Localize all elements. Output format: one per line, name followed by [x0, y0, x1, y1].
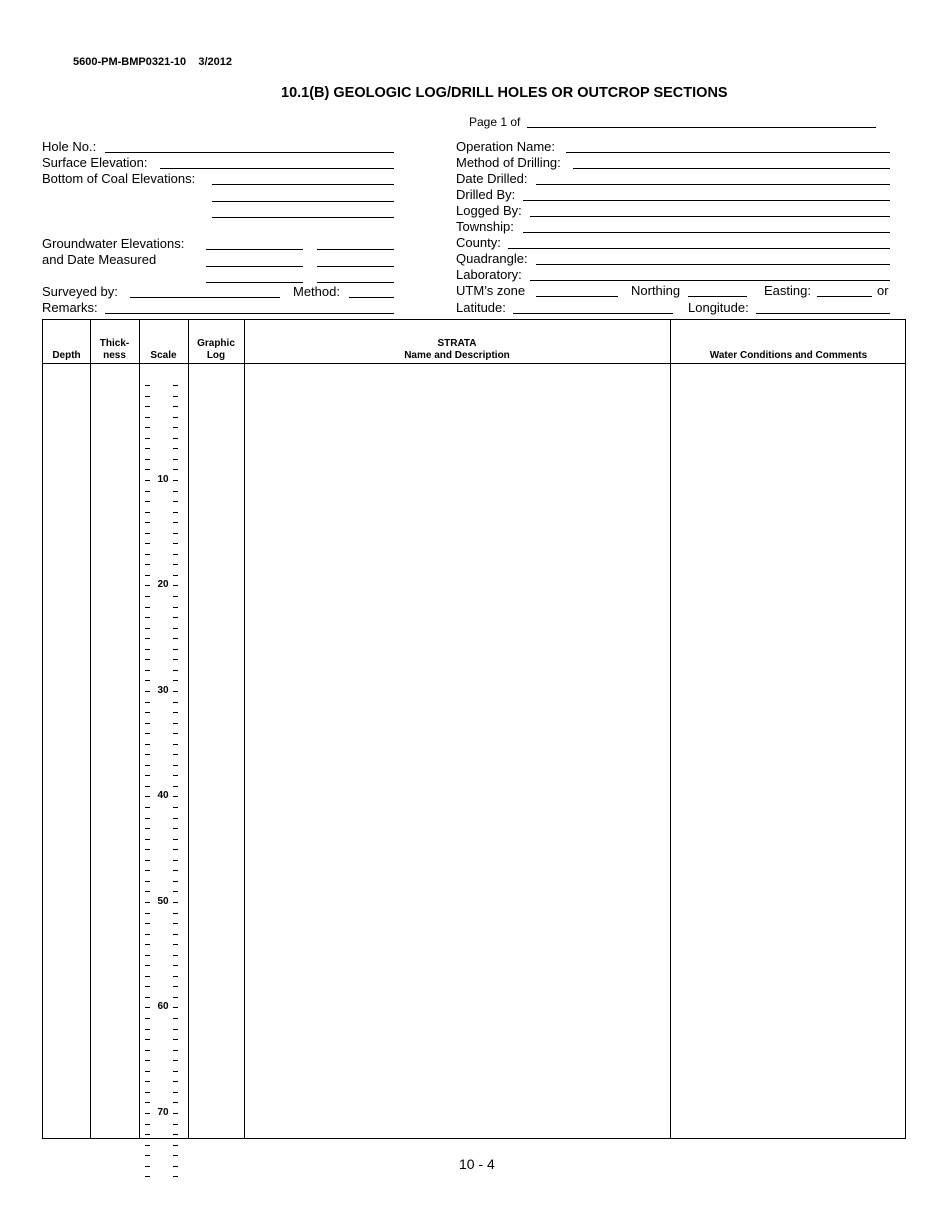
scale-tick: [145, 796, 150, 797]
scale-tick: [173, 659, 178, 660]
scale-tick: [173, 702, 178, 703]
scale-tick: [173, 406, 178, 407]
scale-tick: [145, 1050, 150, 1051]
scale-tick: [173, 1134, 178, 1135]
column-divider: [139, 320, 140, 1138]
scale-tick: [145, 913, 150, 914]
scale-tick: [173, 807, 178, 808]
groundwater-elev-3[interactable]: [206, 282, 303, 283]
scale-tick: [173, 913, 178, 914]
quadrangle-field[interactable]: [536, 264, 890, 265]
col-thickness-line2: ness: [103, 350, 126, 361]
scale-tick: [145, 702, 150, 703]
page-total-field[interactable]: [527, 127, 876, 128]
township-label: Township:: [456, 219, 514, 234]
scale-tick: [145, 765, 150, 766]
scale-tick: [173, 955, 178, 956]
utm-zone-field[interactable]: [536, 296, 618, 297]
scale-tick: [145, 417, 150, 418]
scale-tick: [173, 480, 178, 481]
scale-label-20: 20: [153, 579, 173, 590]
scale-tick: [145, 1018, 150, 1019]
method-drilling-field[interactable]: [573, 168, 890, 169]
scale-tick: [145, 1155, 150, 1156]
scale-tick: [145, 849, 150, 850]
col-thickness-header: [90, 338, 139, 362]
scale-tick: [145, 512, 150, 513]
date-drilled-field[interactable]: [536, 184, 890, 185]
hole-no-field[interactable]: [105, 152, 394, 153]
scale-tick: [173, 997, 178, 998]
scale-tick: [145, 1124, 150, 1125]
utm-zone-label: UTM’s zone: [456, 283, 526, 298]
bottom-coal-field-2[interactable]: [212, 201, 394, 202]
scale-tick: [173, 649, 178, 650]
scale-tick: [145, 891, 150, 892]
date-measured-label: and Date Measured: [42, 252, 157, 267]
col-graphic-line1: Graphic: [197, 338, 235, 349]
page-number: 10 - 4: [459, 1156, 495, 1172]
scale-tick: [145, 839, 150, 840]
scale-tick: [173, 754, 178, 755]
county-field[interactable]: [508, 248, 890, 249]
scale-tick: [145, 723, 150, 724]
col-strata-line2: Name and Description: [404, 350, 510, 361]
scale-tick: [145, 522, 150, 523]
groundwater-date-2[interactable]: [317, 266, 394, 267]
scale-tick: [145, 712, 150, 713]
scale-tick: [173, 944, 178, 945]
scale-tick: [173, 638, 178, 639]
remarks-label: Remarks:: [42, 300, 98, 315]
scale-tick: [145, 944, 150, 945]
method-field[interactable]: [349, 297, 394, 298]
scale-tick: [173, 459, 178, 460]
scale-tick: [173, 1124, 178, 1125]
scale-tick: [145, 733, 150, 734]
form-code-number: 5600-PM-BMP0321-10: [73, 56, 187, 68]
method-drilling-label: Method of Drilling:: [456, 155, 561, 170]
scale-tick: [145, 427, 150, 428]
scale-label-10: 10: [153, 474, 173, 485]
longitude-label: Longitude:: [688, 300, 749, 315]
column-divider: [188, 320, 189, 1138]
scale-tick: [145, 828, 150, 829]
method-label: Method:: [293, 284, 340, 299]
scale-tick: [145, 649, 150, 650]
col-scale-header: Scale: [150, 350, 177, 361]
scale-label-60: 60: [153, 1001, 173, 1012]
scale-tick: [145, 807, 150, 808]
scale-tick: [145, 1071, 150, 1072]
scale-tick: [173, 564, 178, 565]
scale-tick: [173, 723, 178, 724]
scale-tick: [145, 1092, 150, 1093]
quadrangle-label: Quadrangle:: [456, 251, 528, 266]
scale-tick: [145, 691, 150, 692]
scale-tick: [145, 491, 150, 492]
scale-tick: [145, 406, 150, 407]
scale-tick: [145, 1145, 150, 1146]
scale-tick: [173, 1155, 178, 1156]
township-field[interactable]: [523, 232, 890, 233]
scale-tick: [173, 796, 178, 797]
scale-tick: [173, 775, 178, 776]
scale-tick: [173, 891, 178, 892]
operation-name-field[interactable]: [566, 152, 890, 153]
laboratory-label: Laboratory:: [456, 267, 522, 282]
operation-name-label: Operation Name:: [456, 139, 555, 154]
scale-tick: [173, 1071, 178, 1072]
county-label: County:: [456, 235, 501, 250]
scale-tick: [173, 1029, 178, 1030]
scale-tick: [173, 923, 178, 924]
logged-by-label: Logged By:: [456, 203, 522, 218]
scale-tick: [145, 501, 150, 502]
form-code: [73, 56, 232, 68]
groundwater-date-1[interactable]: [317, 249, 394, 250]
scale-tick: [145, 786, 150, 787]
scale-tick: [173, 1102, 178, 1103]
scale-label-30: 30: [153, 685, 173, 696]
bottom-coal-label: Bottom of Coal Elevations:: [42, 171, 196, 186]
date-drilled-label: Date Drilled:: [456, 171, 528, 186]
geologic-log-table: [42, 319, 906, 1139]
scale-tick: [173, 607, 178, 608]
page-label: Page 1 of: [469, 115, 521, 129]
scale-tick: [145, 934, 150, 935]
scale-tick: [145, 775, 150, 776]
scale-tick: [145, 1176, 150, 1177]
scale-tick: [145, 986, 150, 987]
scale-tick: [173, 1018, 178, 1019]
col-water-header: Water Conditions and Comments: [709, 350, 868, 361]
easting-field[interactable]: [817, 296, 872, 297]
scale-tick: [173, 617, 178, 618]
scale-tick: [173, 670, 178, 671]
scale-tick: [145, 448, 150, 449]
scale-tick: [173, 712, 178, 713]
groundwater-elev-1[interactable]: [206, 249, 303, 250]
surface-elevation-label: Surface Elevation:: [42, 155, 148, 170]
bottom-coal-field-3[interactable]: [212, 217, 394, 218]
scale-tick: [173, 543, 178, 544]
col-strata-line1: STRATA: [437, 338, 477, 349]
scale-tick: [145, 607, 150, 608]
scale-tick: [145, 670, 150, 671]
scale-tick: [173, 860, 178, 861]
easting-label: Easting:: [764, 283, 811, 298]
column-divider: [670, 320, 671, 1138]
scale-tick: [145, 617, 150, 618]
col-thickness-line1: Thick-: [99, 338, 130, 349]
scale-tick: [145, 881, 150, 882]
surface-elevation-field[interactable]: [160, 168, 394, 169]
scale-tick: [145, 1060, 150, 1061]
scale-label-40: 40: [153, 790, 173, 801]
header-divider: [43, 363, 905, 364]
scale-tick: [173, 1113, 178, 1114]
scale-tick: [173, 628, 178, 629]
scale-tick: [145, 923, 150, 924]
form-date: 3/2012: [198, 56, 233, 68]
scale-label-50: 50: [153, 896, 173, 907]
drilled-by-label: Drilled By:: [456, 187, 516, 202]
scale-tick: [145, 818, 150, 819]
scale-tick: [145, 596, 150, 597]
col-depth-header: Depth: [52, 350, 81, 361]
northing-label: Northing: [631, 283, 681, 298]
groundwater-label: Groundwater Elevations:: [42, 236, 185, 251]
longitude-field[interactable]: [756, 313, 890, 314]
northing-field[interactable]: [688, 296, 747, 297]
scale-tick: [173, 902, 178, 903]
remarks-field[interactable]: [105, 313, 394, 314]
groundwater-date-3[interactable]: [317, 282, 394, 283]
surveyed-by-label: Surveyed by:: [42, 284, 118, 299]
scale-tick: [145, 585, 150, 586]
scale-tick: [173, 849, 178, 850]
scale-tick: [145, 459, 150, 460]
scale-tick: [173, 870, 178, 871]
scale-tick: [173, 965, 178, 966]
logged-by-field[interactable]: [530, 216, 890, 217]
scale-tick: [173, 744, 178, 745]
scale-tick: [145, 396, 150, 397]
scale-tick: [173, 575, 178, 576]
scale-tick: [145, 1007, 150, 1008]
column-divider: [244, 320, 245, 1138]
scale-tick: [173, 491, 178, 492]
hole-no-label: Hole No.:: [42, 139, 97, 154]
scale-tick: [173, 733, 178, 734]
bottom-coal-field-1[interactable]: [212, 184, 394, 185]
scale-tick: [173, 976, 178, 977]
scale-tick: [173, 501, 178, 502]
col-graphic-line2: Log: [206, 350, 226, 361]
scale-tick: [145, 1113, 150, 1114]
scale-tick: [173, 934, 178, 935]
scale-tick: [145, 860, 150, 861]
scale-tick: [145, 438, 150, 439]
scale-tick: [145, 744, 150, 745]
scale-tick: [145, 1039, 150, 1040]
laboratory-field[interactable]: [530, 280, 890, 281]
scale-tick: [145, 680, 150, 681]
scale-tick: [173, 448, 178, 449]
surveyed-by-field[interactable]: [130, 297, 280, 298]
scale-tick: [145, 1134, 150, 1135]
scale-tick: [145, 1102, 150, 1103]
scale-tick: [145, 628, 150, 629]
scale-tick: [173, 417, 178, 418]
scale-tick: [145, 1029, 150, 1030]
latitude-label: Latitude:: [456, 300, 506, 315]
scale-tick: [145, 976, 150, 977]
scale-tick: [173, 986, 178, 987]
scale-tick: [145, 638, 150, 639]
scale-tick: [173, 881, 178, 882]
scale-tick: [173, 818, 178, 819]
scale-tick: [173, 1166, 178, 1167]
scale-tick: [145, 554, 150, 555]
scale-tick: [173, 533, 178, 534]
scale-tick: [145, 659, 150, 660]
scale-tick: [173, 1092, 178, 1093]
scale-tick: [145, 533, 150, 534]
page-title: 10.1(B) GEOLOGIC LOG/DRILL HOLES OR OUTCROP SECTIONS: [281, 85, 728, 101]
scale-tick: [173, 680, 178, 681]
scale-tick: [173, 427, 178, 428]
scale-tick: [173, 786, 178, 787]
scale-tick: [173, 396, 178, 397]
scale-label-70: 70: [153, 1107, 173, 1118]
scale-tick: [145, 902, 150, 903]
groundwater-elev-2[interactable]: [206, 266, 303, 267]
latitude-field[interactable]: [513, 313, 673, 314]
scale-tick: [145, 965, 150, 966]
scale-tick: [173, 1007, 178, 1008]
scale-tick: [145, 469, 150, 470]
scale-tick: [173, 438, 178, 439]
scale-tick: [145, 575, 150, 576]
scale-tick: [173, 1050, 178, 1051]
scale-tick: [173, 1060, 178, 1061]
scale-tick: [173, 469, 178, 470]
scale-tick: [145, 754, 150, 755]
scale-tick: [173, 512, 178, 513]
scale-tick: [145, 385, 150, 386]
scale-tick: [145, 564, 150, 565]
scale-tick: [173, 554, 178, 555]
scale-tick: [173, 522, 178, 523]
scale-tick: [173, 1039, 178, 1040]
drilled-by-field[interactable]: [523, 200, 890, 201]
scale-tick: [145, 997, 150, 998]
scale-tick: [145, 955, 150, 956]
col-strata-header: [244, 338, 670, 362]
scale-tick: [173, 596, 178, 597]
scale-tick: [173, 1081, 178, 1082]
scale-tick: [145, 1081, 150, 1082]
scale-tick: [173, 765, 178, 766]
scale-tick: [145, 543, 150, 544]
scale-tick: [173, 828, 178, 829]
scale-tick: [145, 480, 150, 481]
scale-tick: [173, 585, 178, 586]
col-graphic-header: [188, 338, 244, 362]
scale-tick: [173, 1145, 178, 1146]
scale-tick: [173, 1176, 178, 1177]
scale-tick: [173, 691, 178, 692]
scale-tick: [173, 385, 178, 386]
scale-tick: [173, 839, 178, 840]
scale-tick: [145, 1166, 150, 1167]
scale-tick: [145, 870, 150, 871]
or-label: or: [877, 283, 889, 298]
column-divider: [90, 320, 91, 1138]
